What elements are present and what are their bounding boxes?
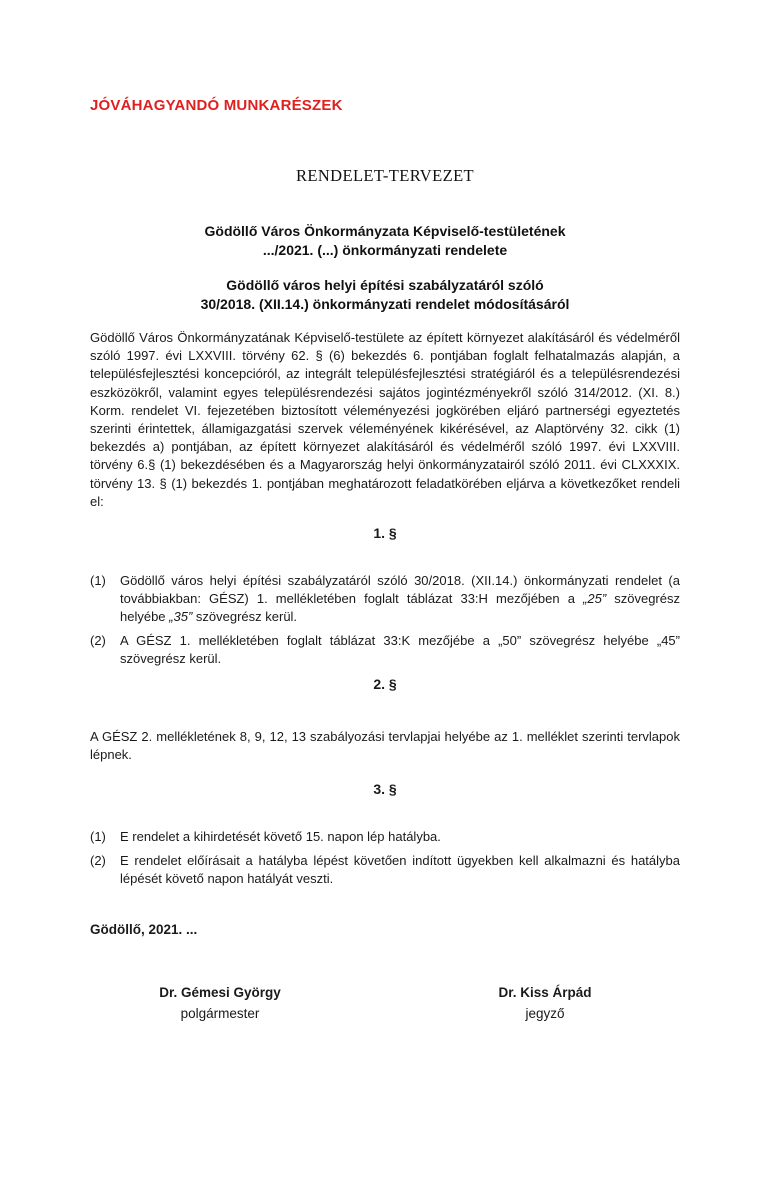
decree-title-block [90,222,680,259]
signature-left [125,984,315,1026]
section-3-item-1 [90,828,680,846]
doc-type-title: RENDELET-TERVEZET [295,166,475,185]
item-number: (2) [90,632,106,648]
section-3-items [90,828,680,888]
decree-subject-line1: Gödöllő város helyi építési szabályzatáról szóló [226,277,544,293]
item-number: (1) [90,829,106,845]
section-1-heading: 1. § [373,525,397,542]
signer-name-clerk: Dr. Kiss Árpád [498,985,592,1001]
decree-subject-block [90,276,680,313]
item-text-part: szövegrész kerül. [192,609,298,625]
approval-header: JÓVÁHAGYANDÓ MUNKARÉSZEK [90,97,343,114]
item-number: (2) [90,852,106,868]
document-content [0,97,768,1026]
item-number: (1) [90,573,106,589]
section-2-body: A GÉSZ 2. mellékletének 8, 9, 12, 13 szabályozási tervlapjai helyébe az 1. melléklet szerinti tervlapok lépnek. [90,729,680,763]
signer-role-mayor: polgármester [180,1006,260,1022]
item-text: E rendelet a kihirdetését követő 15. napon lép hatályba. [120,829,441,845]
signer-role-clerk: jegyző [525,1006,565,1022]
dateline: Gödöllő, 2021. ... [90,922,198,938]
preamble-paragraph: Gödöllő Város Önkormányzatának Képviselő-testülete az épített környezet alakításáról és védelméről szóló 1997. évi LXXVIII. törvény 62. § (6) bekezdés 6. pontjában foglalt felhatalmazás alapján, a településfejlesztési koncepcióról, az integrált településfejlesztési stratégiáról és a településrendezési eszközökről, valamint egyes településrendezési sajátos jogintézményekről szóló 314/2012. (XI. 8.) Korm. rendelet VI. fejezetében biztosított véleményezési jogkörében eljáró partnerségi egyeztetés szerinti érintettek, államigazgatási szervek véleményének kikérésével, az Alaptörvény 32. cikk (1) bekezdés a) pontjában, az épített környezet alakításáról és védelméről szóló 1997. évi LXXVIII. törvény 6.§ (1) bekezdésében és a Magyarország helyi önkormányzatairól szóló 2011. évi CLXXXIX. törvény 13. § (1) bekezdés 1. pontjában meghatározott feladatkörében eljárva a következőket rendeli el: [90,330,680,509]
item-text-part: szövegrész helyébe [120,591,680,625]
decree-title-line2: .../2021. (...) önkormányzati rendelete [262,241,508,258]
document-page [0,97,768,1184]
section-1-item-2 [90,632,680,668]
section-2-heading: 2. § [373,676,397,693]
quoted-value-new: „35” [169,609,193,625]
item-text [120,572,680,627]
signature-right [450,984,640,1026]
item-text: A GÉSZ 1. mellékletében foglalt táblázat 33:K mezőjébe a „50” szövegrész helyébe „45” szövegrész kerül. [120,632,680,666]
section-3-heading: 3. § [373,781,397,798]
item-text: E rendelet előírásait a hatályba lépést követően indított ügyekben kell alkalmazni és hatályba lépését követő napon hatályát veszti. [120,852,680,886]
item-text-part: Gödöllő város helyi építési szabályzatáról szóló 30/2018. (XII.14.) önkormányzati rendelet (a továbbiakban: GÉSZ) 1. mellékletében foglalt táblázat 33:H mezőjében a [120,573,680,607]
signature-row [90,984,680,1026]
section-1-items [90,572,680,668]
section-3-item-2 [90,852,680,888]
decree-title-line1: Gödöllő Város Önkormányzata Képviselő-testületének [204,223,566,239]
quoted-value-old: „25” [583,591,607,607]
decree-subject-line2: 30/2018. (XII.14.) önkormányzati rendelet módosításáról [200,295,570,312]
section-1-item-1 [90,572,680,627]
signer-name-mayor: Dr. Gémesi György [159,985,281,1001]
